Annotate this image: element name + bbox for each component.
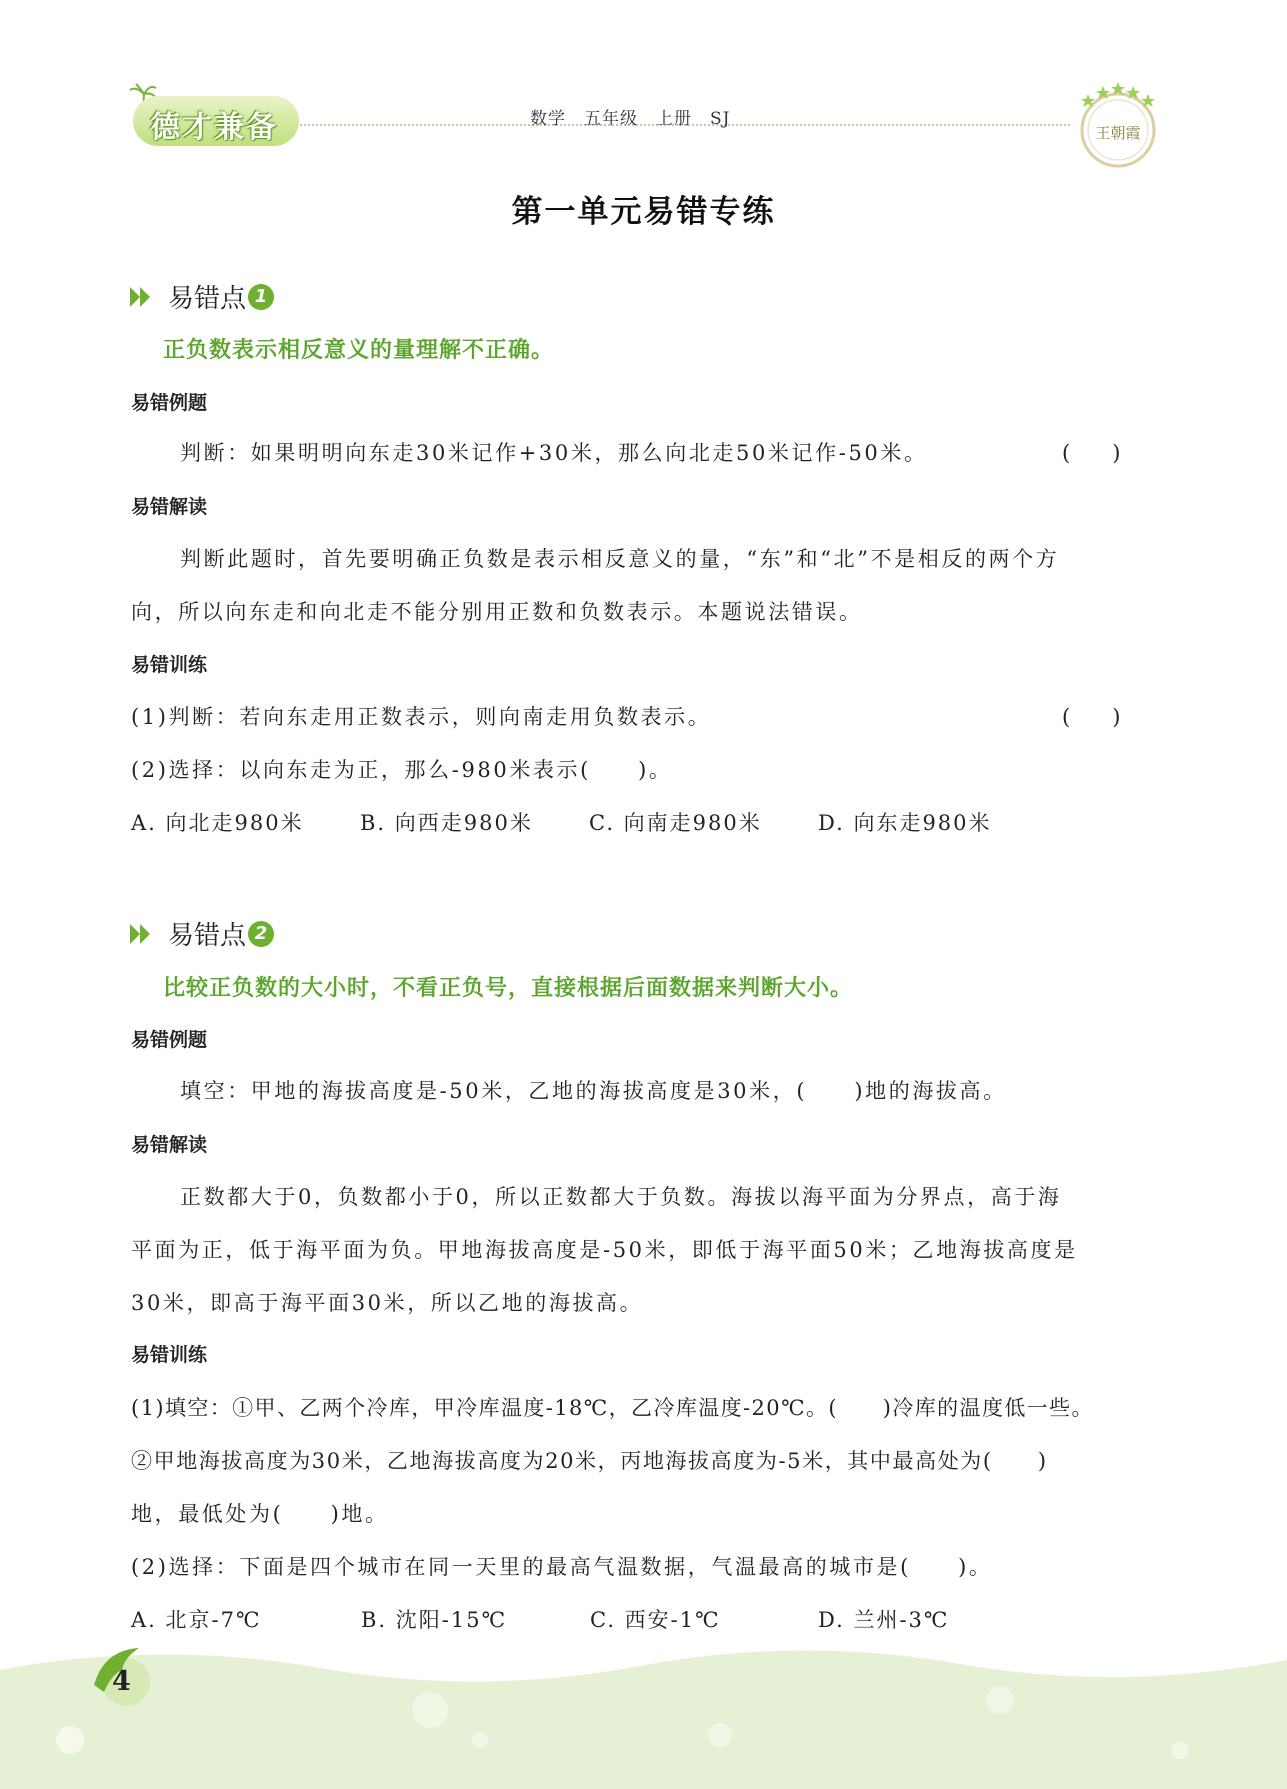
example-text: 判断：如果明明向东走30米记作+30米，那么向北走50米记作-50米。: [180, 441, 928, 465]
page-title: 第一单元易错专练: [511, 194, 776, 230]
section-label: 易错点: [168, 921, 247, 951]
example-text: 填空：甲地的海拔高度是-50米，乙地的海拔高度是30米，( )地的海拔高。: [180, 1079, 1007, 1103]
option-c: C. 西安-1℃: [590, 1608, 721, 1632]
question-1-line: ②甲地海拔高度为30米，乙地海拔高度为20米，丙地海拔高度为-5米，其中最高处为( ): [131, 1449, 1048, 1473]
page-number: 4: [112, 1666, 131, 1697]
training-heading: 易错训练: [131, 654, 208, 676]
footer-wave-background: [0, 1640, 1287, 1789]
svg-text:王朝霞: 王朝霞: [1095, 124, 1141, 142]
analysis-line: 平面为正，低于海平面为负。甲地海拔高度是-50米，即低于海平面50米；乙地海拔高度是: [131, 1238, 1078, 1262]
header-info: 数学 五年级 上册 SJ: [530, 109, 731, 129]
answer-parentheses: ( ): [1062, 705, 1121, 729]
question-2: (2)选择：以向东走为正，那么-980米表示( )。: [131, 758, 673, 782]
question-2: (2)选择：下面是四个城市在同一天里的最高气温数据，气温最高的城市是( )。: [131, 1555, 993, 1579]
answer-parentheses: ( ): [1062, 441, 1121, 465]
section-2-summary: 比较正负数的大小时，不看正负号，直接根据后面数据来判断大小。: [163, 976, 854, 1001]
section-1-summary: 正负数表示相反意义的量理解不正确。: [163, 338, 555, 363]
option-c: C. 向南走980米: [589, 811, 762, 835]
option-b: B. 向西走980米: [360, 811, 533, 835]
section-number-badge: 1: [248, 284, 274, 310]
publisher-seal-icon: [1068, 80, 1168, 170]
analysis-heading: 易错解读: [131, 496, 208, 518]
section-label: 易错点: [168, 284, 247, 314]
question-1-line: 地，最低处为( )地。: [131, 1502, 389, 1526]
logo-text: 德才兼备: [150, 110, 278, 145]
section-2-heading: [130, 915, 274, 952]
option-a: A. 向北走980米: [131, 811, 304, 835]
option-a: A. 北京-7℃: [131, 1608, 262, 1632]
option-b: B. 沈阳-15℃: [361, 1608, 508, 1632]
analysis-heading: 易错解读: [131, 1134, 208, 1156]
analysis-line: 向，所以向东走和向北走不能分别用正数和负数表示。本题说法错误。: [131, 600, 863, 624]
analysis-line: 30米，即高于海平面30米，所以乙地的海拔高。: [131, 1291, 644, 1315]
option-d: D. 兰州-3℃: [818, 1608, 950, 1632]
question-1-line: (1)填空：①甲、乙两个冷库，甲冷库温度-18℃，乙冷库温度-20℃。( )冷库的温度低一些。: [131, 1396, 1094, 1420]
analysis-line: 正数都大于0，负数都小于0，所以正数都大于负数。海拔以海平面为分界点，高于海: [180, 1185, 1062, 1209]
analysis-line: 判断此题时，首先要明确正负数是表示相反意义的量，“东”和“北”不是相反的两个方: [180, 547, 1060, 571]
training-heading: 易错训练: [131, 1344, 208, 1366]
example-heading: 易错例题: [131, 1029, 208, 1051]
section-number-badge: 2: [248, 921, 274, 947]
section-1-heading: [130, 278, 274, 315]
example-heading: 易错例题: [131, 392, 208, 414]
option-d: D. 向东走980米: [818, 811, 992, 835]
question-1: (1)判断：若向东走用正数表示，则向南走用负数表示。: [131, 705, 712, 729]
double-chevron-icon: [130, 922, 154, 946]
double-chevron-icon: [130, 285, 154, 309]
